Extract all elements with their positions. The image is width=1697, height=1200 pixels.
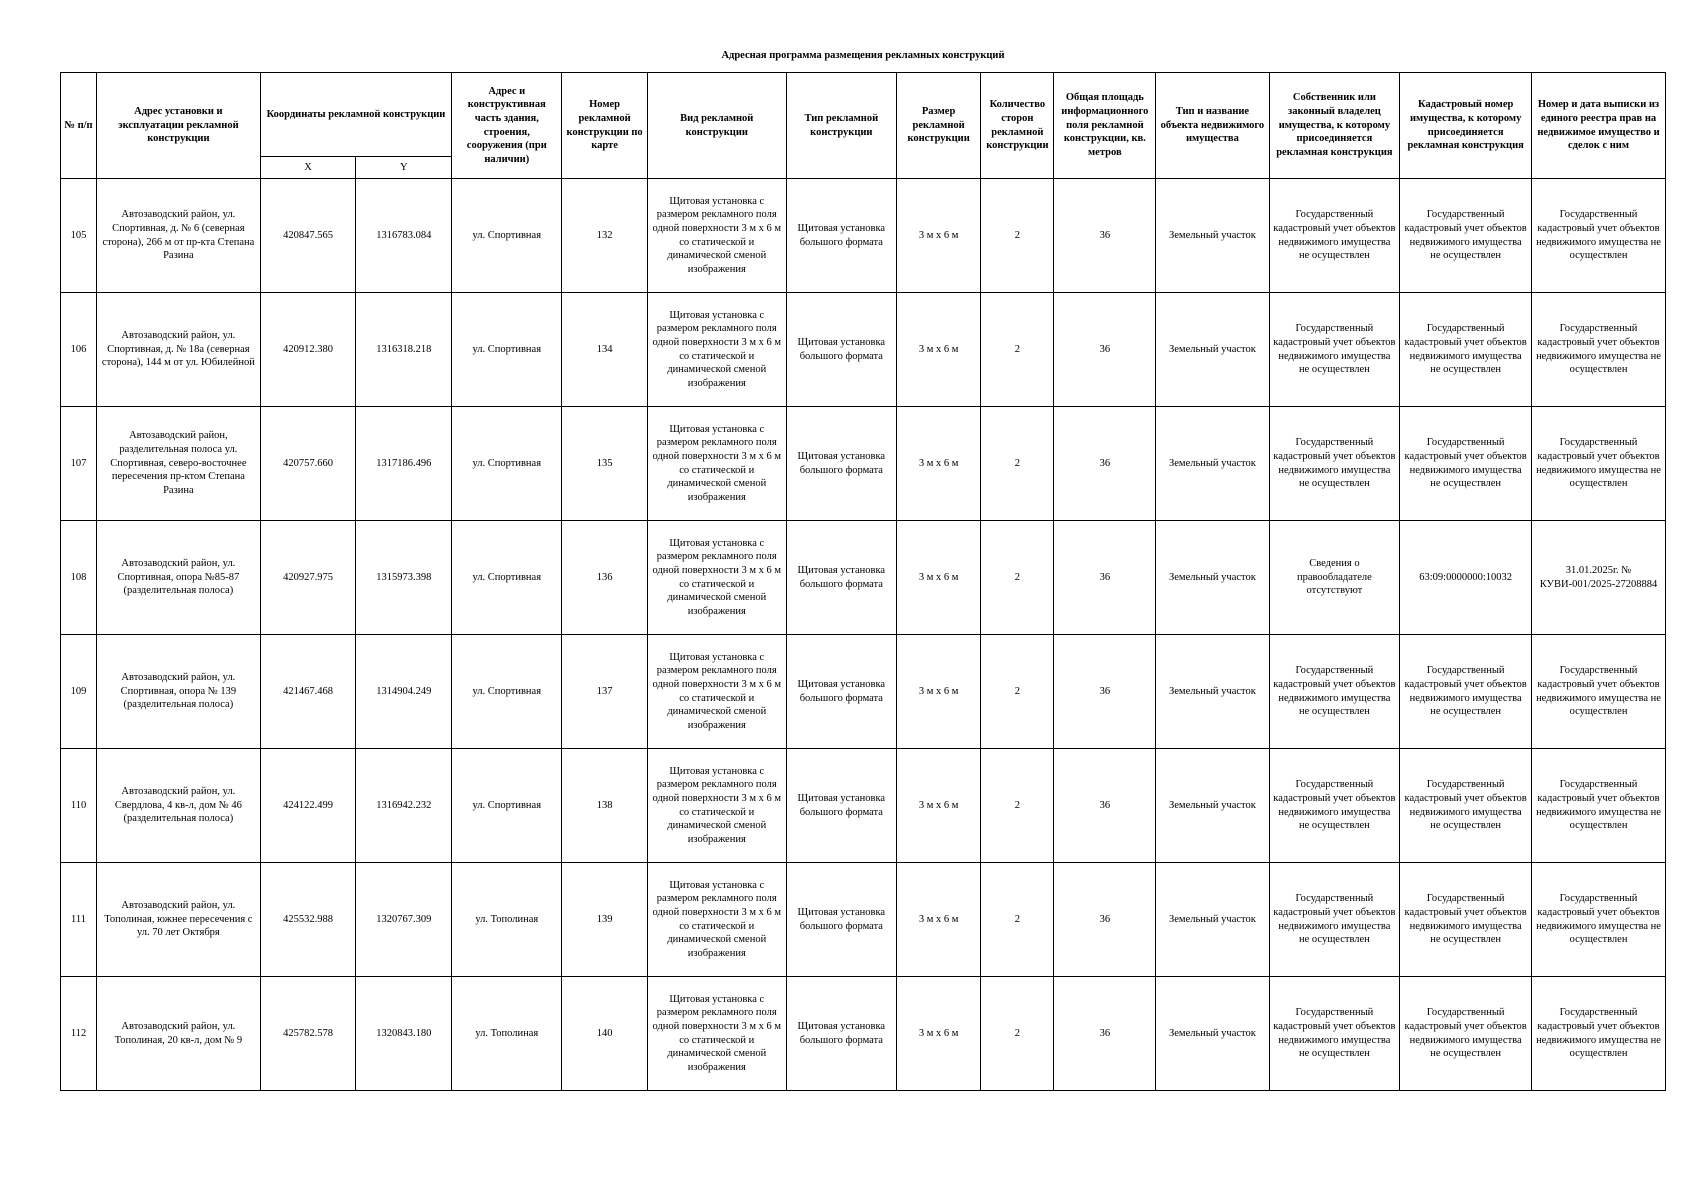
table-row	[61, 521, 1666, 635]
cell-property: Земельный участок	[1156, 179, 1269, 293]
cell-area: 36	[1054, 293, 1156, 407]
cell-num: 108	[61, 521, 97, 635]
cell-kind: Щитовая установка с размером рекламного поля одной поверхности 3 м х 6 м со статической и динамической сменой изображения	[647, 293, 786, 407]
cell-coord-x: 425532.988	[260, 863, 356, 977]
cell-coord-y: 1317186.496	[356, 407, 452, 521]
cell-map-num: 136	[562, 521, 647, 635]
cell-kind: Щитовая установка с размером рекламного поля одной поверхности 3 м х 6 м со статической и динамической сменой изображения	[647, 407, 786, 521]
page-title: Адресная программа размещения рекламных конструкций	[721, 50, 1005, 61]
cell-building: ул. Спортивная	[452, 179, 562, 293]
cell-sides: 2	[981, 293, 1054, 407]
cell-owner: Государственный кадастровый учет объектов недвижимого имущества не осуществлен	[1269, 749, 1400, 863]
cell-coord-y: 1316942.232	[356, 749, 452, 863]
cell-property: Земельный участок	[1156, 635, 1269, 749]
header-map-num: Номер рекламной конструкции по карте	[562, 73, 647, 179]
cell-size: 3 м х 6 м	[896, 179, 980, 293]
cell-extract: Государственный кадастровый учет объектов недвижимого имущества не осуществлен	[1532, 407, 1666, 521]
table-row	[61, 293, 1666, 407]
cell-building: ул. Спортивная	[452, 635, 562, 749]
header-building: Адрес и конструктивная часть здания, строения, сооружения (при наличии)	[452, 73, 562, 179]
cell-sides: 2	[981, 635, 1054, 749]
cell-property: Земельный участок	[1156, 293, 1269, 407]
cell-type: Щитовая установка большого формата	[786, 749, 896, 863]
cell-building: ул. Спортивная	[452, 293, 562, 407]
table-row	[61, 179, 1666, 293]
cell-map-num: 138	[562, 749, 647, 863]
table-row	[61, 749, 1666, 863]
header-cadastre: Кадастровый номер имущества, к которому присоединяется рекламная конструкция	[1400, 73, 1532, 179]
cell-type: Щитовая установка большого формата	[786, 863, 896, 977]
cell-num: 106	[61, 293, 97, 407]
cell-property: Земельный участок	[1156, 863, 1269, 977]
cell-map-num: 140	[562, 977, 647, 1091]
cell-building: ул. Спортивная	[452, 749, 562, 863]
cell-coord-x: 420757.660	[260, 407, 356, 521]
cell-type: Щитовая установка большого формата	[786, 293, 896, 407]
cell-extract: Государственный кадастровый учет объектов недвижимого имущества не осуществлен	[1532, 977, 1666, 1091]
cell-coord-x: 421467.468	[260, 635, 356, 749]
cell-building: ул. Тополиная	[452, 977, 562, 1091]
cell-extract: Государственный кадастровый учет объектов недвижимого имущества не осуществлен	[1532, 179, 1666, 293]
cell-area: 36	[1054, 749, 1156, 863]
cell-address: Автозаводский район, ул. Свердлова, 4 кв-л, дом № 46 (разделительная полоса)	[97, 749, 261, 863]
header-extract: Номер и дата выписки из единого реестра прав на недвижимое имущество и сделок с ним	[1532, 73, 1666, 179]
cell-cadastre: Государственный кадастровый учет объектов недвижимого имущества не осуществлен	[1400, 977, 1532, 1091]
cell-address: Автозаводский район, ул. Спортивная, опора № 139 (разделительная полоса)	[97, 635, 261, 749]
cell-num: 110	[61, 749, 97, 863]
cell-map-num: 137	[562, 635, 647, 749]
cell-coord-y: 1316783.084	[356, 179, 452, 293]
cell-kind: Щитовая установка с размером рекламного поля одной поверхности 3 м х 6 м со статической и динамической сменой изображения	[647, 749, 786, 863]
cell-sides: 2	[981, 977, 1054, 1091]
cell-size: 3 м х 6 м	[896, 521, 980, 635]
cell-kind: Щитовая установка с размером рекламного поля одной поверхности 3 м х 6 м со статической и динамической сменой изображения	[647, 179, 786, 293]
cell-address: Автозаводский район, разделительная полоса ул. Спортивная, северо-восточнее пересечения пр-ктом Степана Разина	[97, 407, 261, 521]
cell-coord-y: 1320843.180	[356, 977, 452, 1091]
cell-num: 107	[61, 407, 97, 521]
header-property: Тип и название объекта недвижимого имущества	[1156, 73, 1269, 179]
cell-owner: Государственный кадастровый учет объектов недвижимого имущества не осуществлен	[1269, 863, 1400, 977]
cell-type: Щитовая установка большого формата	[786, 635, 896, 749]
cell-coord-x: 420927.975	[260, 521, 356, 635]
header-num: № п/п	[61, 73, 97, 179]
cell-coord-y: 1320767.309	[356, 863, 452, 977]
cell-property: Земельный участок	[1156, 407, 1269, 521]
header-sides: Количество сторон рекламной конструкции	[981, 73, 1054, 179]
cell-type: Щитовая установка большого формата	[786, 407, 896, 521]
header-owner: Собственник или законный владелец имущества, к которому присоединяется рекламная конструкция	[1269, 73, 1400, 179]
cell-property: Земельный участок	[1156, 977, 1269, 1091]
advertising-program-table	[60, 72, 1666, 1091]
cell-size: 3 м х 6 м	[896, 863, 980, 977]
cell-area: 36	[1054, 179, 1156, 293]
cell-num: 111	[61, 863, 97, 977]
cell-extract: Государственный кадастровый учет объектов недвижимого имущества не осуществлен	[1532, 863, 1666, 977]
table-row	[61, 635, 1666, 749]
cell-num: 105	[61, 179, 97, 293]
cell-kind: Щитовая установка с размером рекламного поля одной поверхности 3 м х 6 м со статической и динамической сменой изображения	[647, 863, 786, 977]
cell-owner: Государственный кадастровый учет объектов недвижимого имущества не осуществлен	[1269, 635, 1400, 749]
cell-building: ул. Спортивная	[452, 521, 562, 635]
table-row	[61, 407, 1666, 521]
cell-owner: Сведения о правообладателе отсутствуют	[1269, 521, 1400, 635]
cell-address: Автозаводский район, ул. Тополиная, 20 кв-л, дом № 9	[97, 977, 261, 1091]
header-coord-y: Y	[356, 157, 452, 179]
cell-num: 112	[61, 977, 97, 1091]
cell-coord-y: 1315973.398	[356, 521, 452, 635]
cell-sides: 2	[981, 407, 1054, 521]
cell-extract: Государственный кадастровый учет объектов недвижимого имущества не осуществлен	[1532, 749, 1666, 863]
cell-coord-x: 420847.565	[260, 179, 356, 293]
cell-extract: Государственный кадастровый учет объектов недвижимого имущества не осуществлен	[1532, 293, 1666, 407]
cell-type: Щитовая установка большого формата	[786, 521, 896, 635]
cell-address: Автозаводский район, ул. Спортивная, д. № 18а (северная сторона), 144 м от ул. Юбилейной	[97, 293, 261, 407]
cell-sides: 2	[981, 521, 1054, 635]
cell-map-num: 134	[562, 293, 647, 407]
cell-cadastre: Государственный кадастровый учет объектов недвижимого имущества не осуществлен	[1400, 863, 1532, 977]
cell-extract: Государственный кадастровый учет объектов недвижимого имущества не осуществлен	[1532, 635, 1666, 749]
cell-address: Автозаводский район, ул. Спортивная, д. № 6 (северная сторона), 266 м от пр-кта Степана Разина	[97, 179, 261, 293]
cell-building: ул. Тополиная	[452, 863, 562, 977]
cell-extract: 31.01.2025г. № КУВИ-001/2025-27208884	[1532, 521, 1666, 635]
cell-address: Автозаводский район, ул. Тополиная, южнее пересечения с ул. 70 лет Октября	[97, 863, 261, 977]
cell-size: 3 м х 6 м	[896, 293, 980, 407]
cell-owner: Государственный кадастровый учет объектов недвижимого имущества не осуществлен	[1269, 407, 1400, 521]
cell-property: Земельный участок	[1156, 521, 1269, 635]
cell-owner: Государственный кадастровый учет объектов недвижимого имущества не осуществлен	[1269, 977, 1400, 1091]
cell-cadastre: Государственный кадастровый учет объектов недвижимого имущества не осуществлен	[1400, 179, 1532, 293]
cell-owner: Государственный кадастровый учет объектов недвижимого имущества не осуществлен	[1269, 293, 1400, 407]
header-area: Общая площадь информационного поля рекламной конструкции, кв. метров	[1054, 73, 1156, 179]
cell-cadastre: Государственный кадастровый учет объектов недвижимого имущества не осуществлен	[1400, 749, 1532, 863]
cell-type: Щитовая установка большого формата	[786, 179, 896, 293]
header-address: Адрес установки и эксплуатации рекламной конструкции	[97, 73, 261, 179]
cell-sides: 2	[981, 863, 1054, 977]
cell-map-num: 139	[562, 863, 647, 977]
cell-map-num: 132	[562, 179, 647, 293]
table-row	[61, 977, 1666, 1091]
cell-building: ул. Спортивная	[452, 407, 562, 521]
cell-kind: Щитовая установка с размером рекламного поля одной поверхности 3 м х 6 м со статической и динамической сменой изображения	[647, 977, 786, 1091]
cell-sides: 2	[981, 749, 1054, 863]
header-type: Тип рекламной конструкции	[786, 73, 896, 179]
cell-coord-x: 425782.578	[260, 977, 356, 1091]
cell-cadastre: 63:09:0000000:10032	[1400, 521, 1532, 635]
cell-coord-y: 1316318.218	[356, 293, 452, 407]
cell-area: 36	[1054, 635, 1156, 749]
cell-coord-x: 424122.499	[260, 749, 356, 863]
cell-num: 109	[61, 635, 97, 749]
cell-cadastre: Государственный кадастровый учет объектов недвижимого имущества не осуществлен	[1400, 635, 1532, 749]
header-coords: Координаты рекламной конструкции	[260, 73, 451, 157]
table-row	[61, 863, 1666, 977]
cell-property: Земельный участок	[1156, 749, 1269, 863]
cell-size: 3 м х 6 м	[896, 749, 980, 863]
cell-area: 36	[1054, 407, 1156, 521]
cell-cadastre: Государственный кадастровый учет объектов недвижимого имущества не осуществлен	[1400, 293, 1532, 407]
header-coord-x: X	[260, 157, 356, 179]
cell-area: 36	[1054, 521, 1156, 635]
cell-map-num: 135	[562, 407, 647, 521]
cell-coord-y: 1314904.249	[356, 635, 452, 749]
cell-kind: Щитовая установка с размером рекламного поля одной поверхности 3 м х 6 м со статической и динамической сменой изображения	[647, 635, 786, 749]
cell-size: 3 м х 6 м	[896, 977, 980, 1091]
cell-area: 36	[1054, 977, 1156, 1091]
cell-address: Автозаводский район, ул. Спортивная, опора №85-87 (разделительная полоса)	[97, 521, 261, 635]
cell-sides: 2	[981, 179, 1054, 293]
cell-area: 36	[1054, 863, 1156, 977]
cell-coord-x: 420912.380	[260, 293, 356, 407]
cell-kind: Щитовая установка с размером рекламного поля одной поверхности 3 м х 6 м со статической и динамической сменой изображения	[647, 521, 786, 635]
cell-size: 3 м х 6 м	[896, 635, 980, 749]
cell-type: Щитовая установка большого формата	[786, 977, 896, 1091]
header-kind: Вид рекламной конструкции	[647, 73, 786, 179]
header-size: Размер рекламной конструкции	[896, 73, 980, 179]
cell-cadastre: Государственный кадастровый учет объектов недвижимого имущества не осуществлен	[1400, 407, 1532, 521]
cell-owner: Государственный кадастровый учет объектов недвижимого имущества не осуществлен	[1269, 179, 1400, 293]
cell-size: 3 м х 6 м	[896, 407, 980, 521]
